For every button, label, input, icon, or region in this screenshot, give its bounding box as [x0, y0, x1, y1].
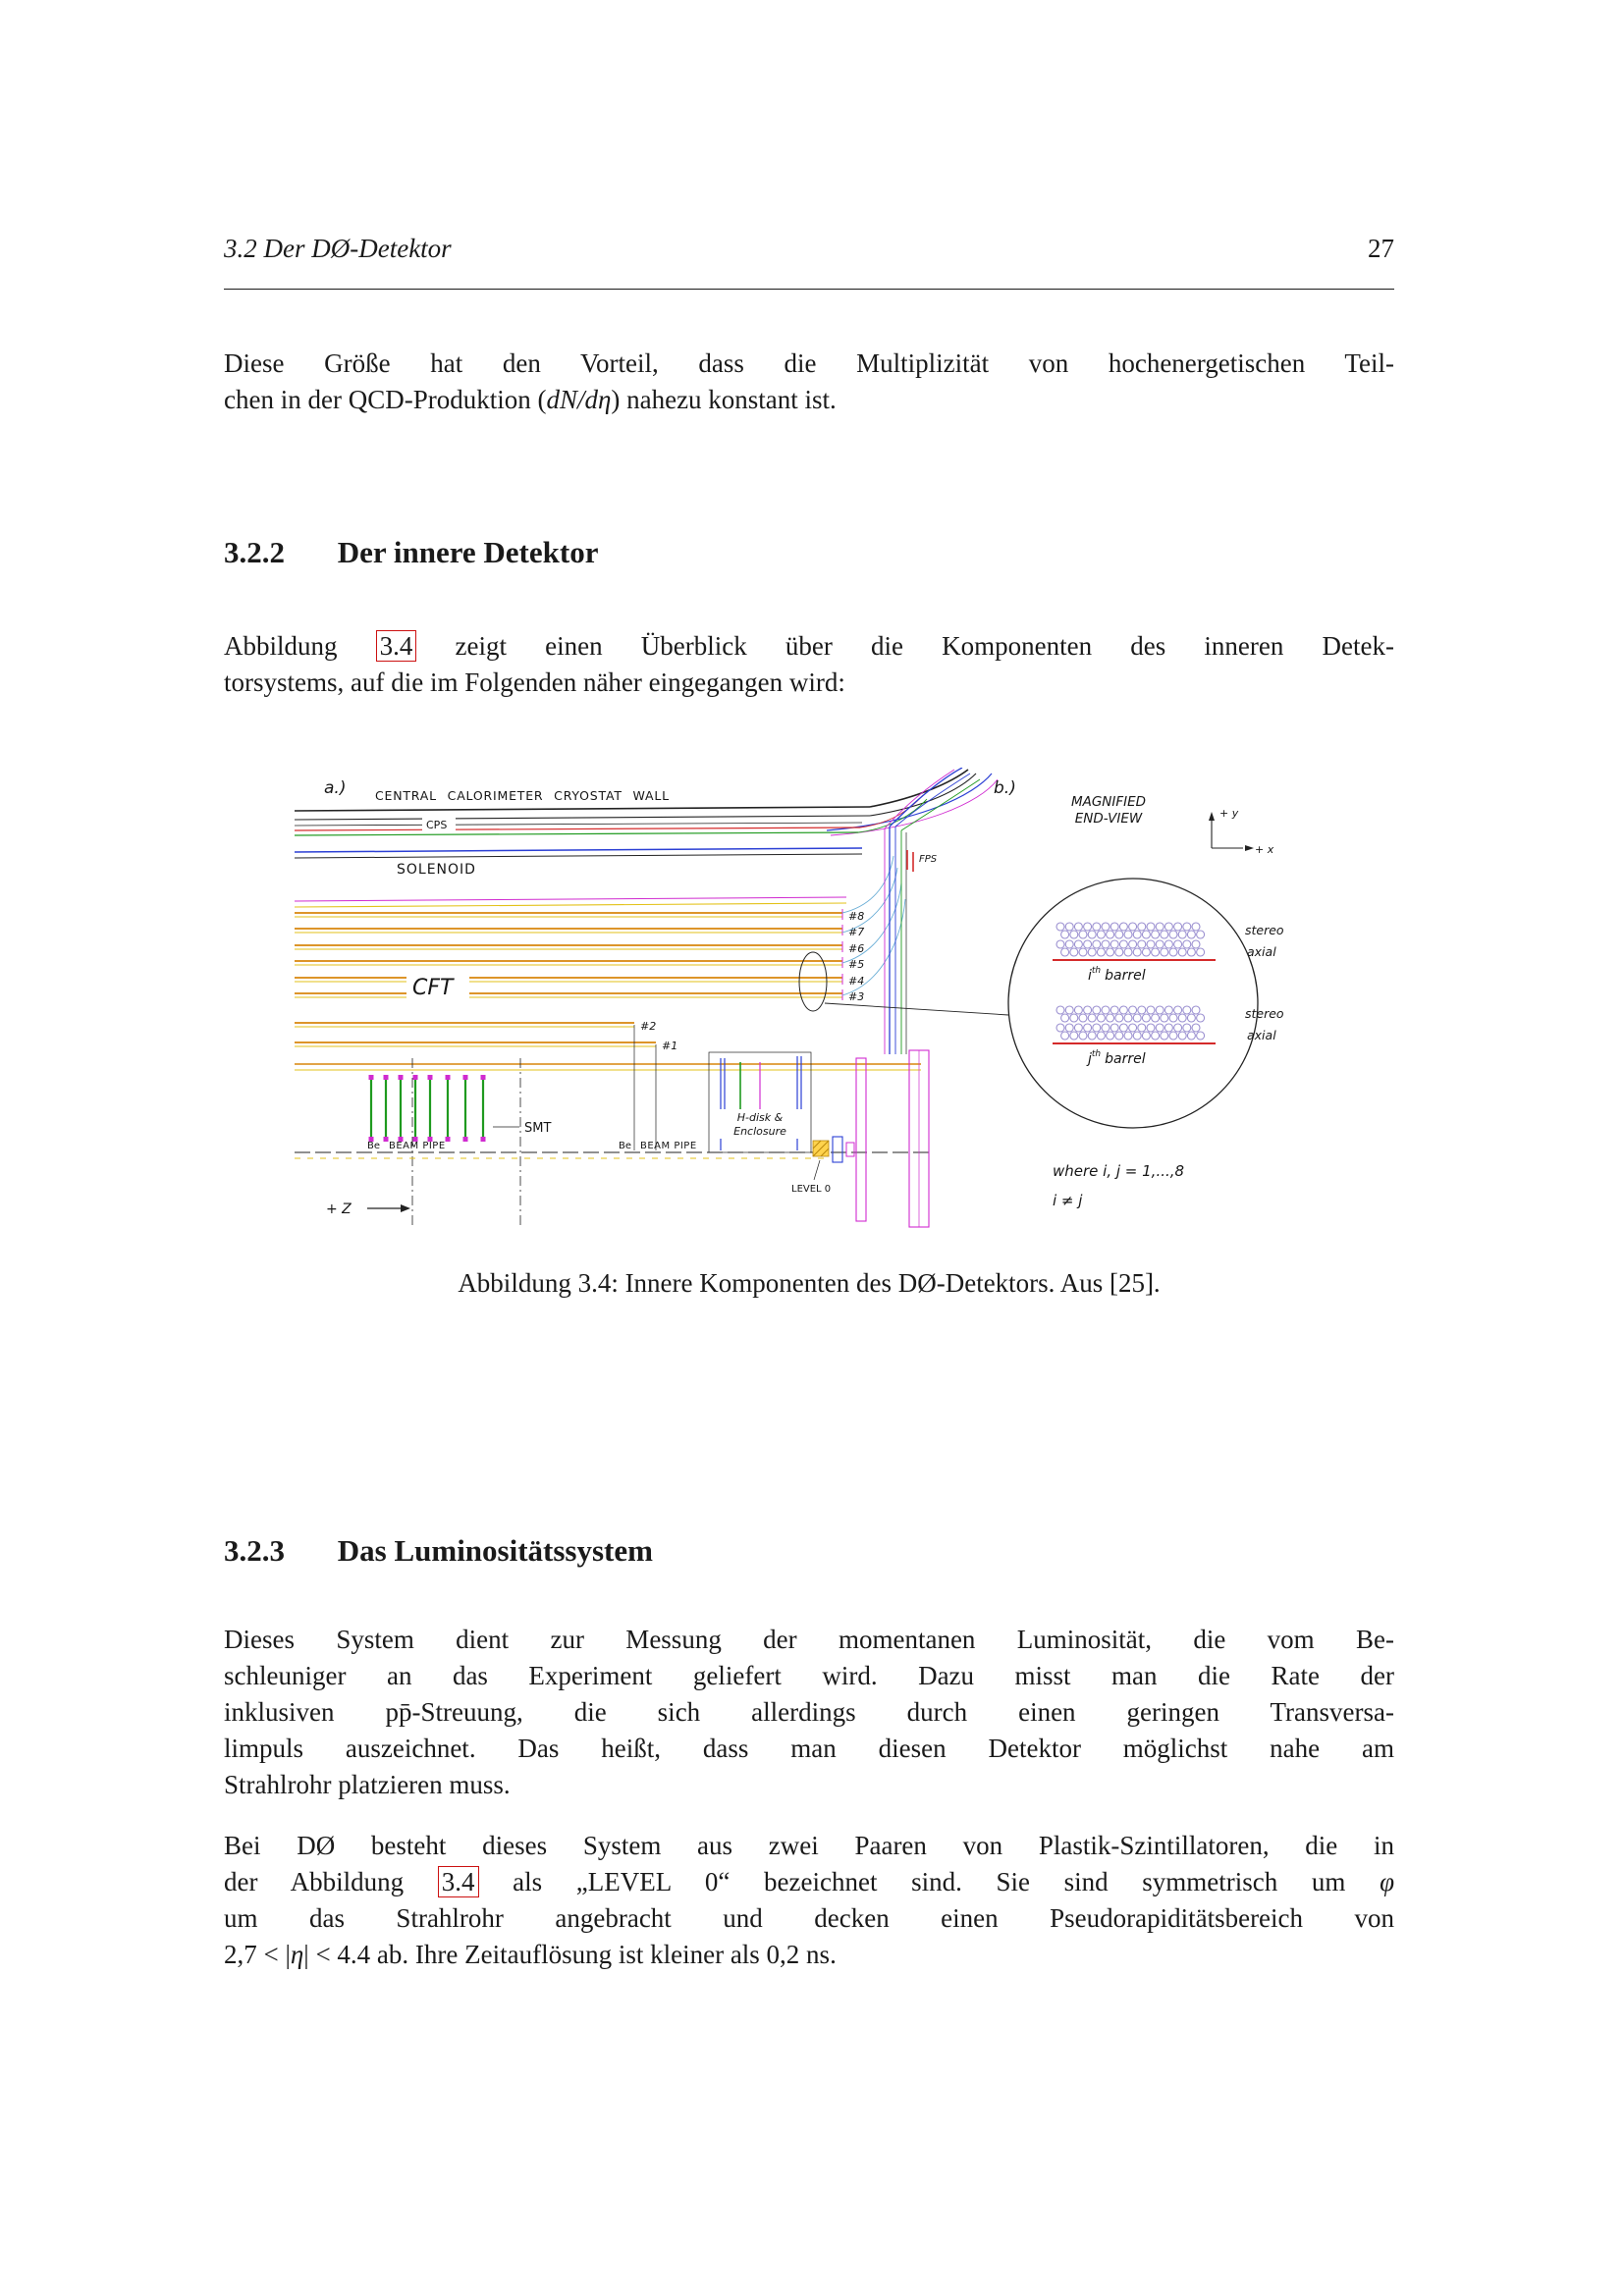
solenoid-label: SOLENOID — [397, 862, 476, 878]
text-line — [224, 1828, 1394, 1864]
page-header — [224, 234, 1394, 264]
figure-part-a — [295, 768, 1008, 1227]
stereo-label-i: stereo — [1245, 923, 1284, 937]
axial-label-j: axial — [1247, 1028, 1276, 1042]
figure-ref-link[interactable]: 3.4 — [438, 1866, 479, 1897]
smt-modules — [369, 1075, 486, 1142]
header-rule — [224, 289, 1394, 290]
plus-y-label: + y — [1219, 807, 1239, 820]
section-title: Der innere Detektor — [337, 535, 599, 569]
text-run: dN/dη — [546, 385, 612, 414]
y-arrow — [1209, 812, 1215, 821]
text-run: Strahlrohr platzieren muss. — [224, 1770, 511, 1799]
cryostat-wall-line — [295, 807, 870, 811]
text-run: torsystems, auf die im Folgenden näher eingegangen wird: — [224, 667, 845, 697]
cps-label: CPS — [426, 819, 448, 831]
text-run: η — [290, 1940, 304, 1969]
beam-pipe-label-2: BEAM PIPE — [640, 1141, 697, 1151]
text-line — [224, 1900, 1394, 1937]
part-b-label: b.) — [994, 778, 1016, 798]
j-barrel-label: $j^{th}$ barrel — [1088, 1049, 1146, 1067]
end-view-circle — [1008, 879, 1258, 1128]
stereo-label-j: stereo — [1245, 1006, 1284, 1021]
z-arrow — [401, 1204, 410, 1212]
magnifier-connector — [825, 1003, 1008, 1015]
where-label: where i, j = 1,...,8 — [1053, 1162, 1185, 1180]
text-run: Bei DØ besteht dieses System aus zwei Paaren von Plastik-Szintillatoren, die in — [224, 1831, 1394, 1860]
layer-8-label: #8 — [848, 910, 865, 923]
text-run: der Abbildung — [224, 1867, 438, 1896]
paragraph-intro — [224, 346, 1394, 418]
section-number: 3.2.2 — [224, 535, 285, 569]
h-disk-label-line2: Enclosure — [733, 1125, 786, 1138]
text-run: | < 4.4 ab. Ihre Zeitauflösung ist kleiner als 0,2 ns. — [303, 1940, 837, 1969]
cft-layers — [295, 909, 864, 1052]
x-arrow — [1245, 845, 1254, 851]
text-run: limpuls auszeichnet. Das heißt, dass man diesen Detektor möglichst nahe am — [224, 1734, 1394, 1763]
text-run: φ — [1380, 1867, 1394, 1896]
smt-label: SMT — [524, 1121, 552, 1136]
text-line — [224, 1731, 1394, 1767]
section-heading-322 — [224, 535, 598, 570]
text-line — [224, 1694, 1394, 1731]
layer-1-label: #1 — [662, 1040, 678, 1052]
text-run: um das Strahlrohr angebracht und decken einen Pseudorapiditätsbereich von — [224, 1903, 1394, 1933]
text-run: ) nahezu konstant ist. — [611, 385, 837, 414]
fiber-ribbons-i — [1056, 923, 1205, 956]
section-number: 3.2.3 — [224, 1533, 285, 1568]
text-line — [224, 1864, 1394, 1900]
text-run: 2,7 < | — [224, 1940, 291, 1969]
inequality-label: i ≠ j — [1053, 1192, 1083, 1209]
text-run: als „LEVEL 0“ bezeichnet sind. Sie sind symmetrisch um — [478, 1867, 1380, 1896]
layer-2-label: #2 — [640, 1020, 657, 1033]
text-run: Diese Größe hat den Vorteil, dass die Multiplizität von hochenergetischen Teil- — [224, 348, 1394, 378]
paragraph-figure-ref — [224, 628, 1394, 701]
page-number: 27 — [1368, 234, 1394, 263]
text-line — [224, 1658, 1394, 1694]
layer-7-label: #7 — [848, 926, 865, 938]
text-run: chen in der QCD-Produktion ( — [224, 385, 547, 414]
text-line — [224, 1622, 1394, 1658]
text-run: Abbildung — [224, 631, 376, 661]
fiber-ribbons-j — [1056, 1006, 1205, 1040]
running-section-title: 3.2 Der DØ-Detektor — [224, 234, 452, 263]
paragraph-luminosity-1 — [224, 1622, 1394, 1803]
i-barrel-label: $i^{th}$ barrel — [1088, 966, 1146, 984]
section-heading-323 — [224, 1533, 653, 1569]
layer-3-label: #3 — [848, 990, 865, 1003]
h-disk-label-line1: H-disk & — [736, 1111, 784, 1124]
be-label-1: Be — [367, 1141, 381, 1151]
fps-label: FPS — [919, 854, 938, 865]
paragraph-luminosity-2 — [224, 1828, 1394, 1973]
plus-x-label: + x — [1255, 843, 1274, 856]
figure-caption: Abbildung 3.4: Innere Komponenten des DØ-Detektors. Aus [25]. — [458, 1268, 1161, 1298]
text-line — [224, 628, 1394, 665]
text-run: inklusiven pp̄-Streuung, die sich allerdings durch einen geringen Transversa- — [224, 1697, 1394, 1727]
text-line — [224, 1767, 1394, 1803]
magnified-label-line1: MAGNIFIED — [1070, 794, 1147, 810]
part-a-label: a.) — [324, 778, 347, 798]
beam-pipe-label-1: BEAM PIPE — [389, 1141, 446, 1151]
text-line — [224, 1937, 1394, 1973]
detector-figure — [281, 768, 1331, 1239]
layer-5-label: #5 — [848, 958, 865, 971]
cryostat-wall-label: CENTRAL CALORIMETER CRYOSTAT WALL — [375, 788, 670, 803]
text-run: schleuniger an das Experiment geliefert wird. Dazu misst man die Rate der — [224, 1661, 1394, 1690]
figure-part-b — [994, 778, 1284, 1209]
h-disk-enclosure — [709, 1052, 811, 1152]
layer-6-label: #6 — [848, 942, 865, 955]
text-line — [224, 665, 1394, 701]
axial-label-i: axial — [1247, 944, 1276, 959]
text-run: Dieses System dient zur Messung der momentanen Luminosität, die vom Be- — [224, 1625, 1394, 1654]
figure-ref-link[interactable]: 3.4 — [376, 630, 417, 662]
cft-label: CFT — [412, 976, 454, 1000]
plus-z-label: + Z — [326, 1201, 352, 1217]
section-title: Das Luminositätssystem — [337, 1533, 653, 1568]
text-line — [224, 346, 1394, 382]
level0-label: LEVEL 0 — [791, 1184, 832, 1195]
level0-counters — [791, 1137, 854, 1195]
magnified-label-line2: END-VIEW — [1074, 811, 1143, 827]
be-label-2: Be — [619, 1141, 632, 1151]
text-run: zeigt einen Überblick über die Komponenten des inneren Detek- — [416, 631, 1394, 661]
layer-4-label: #4 — [848, 975, 865, 988]
text-line — [224, 382, 1394, 418]
